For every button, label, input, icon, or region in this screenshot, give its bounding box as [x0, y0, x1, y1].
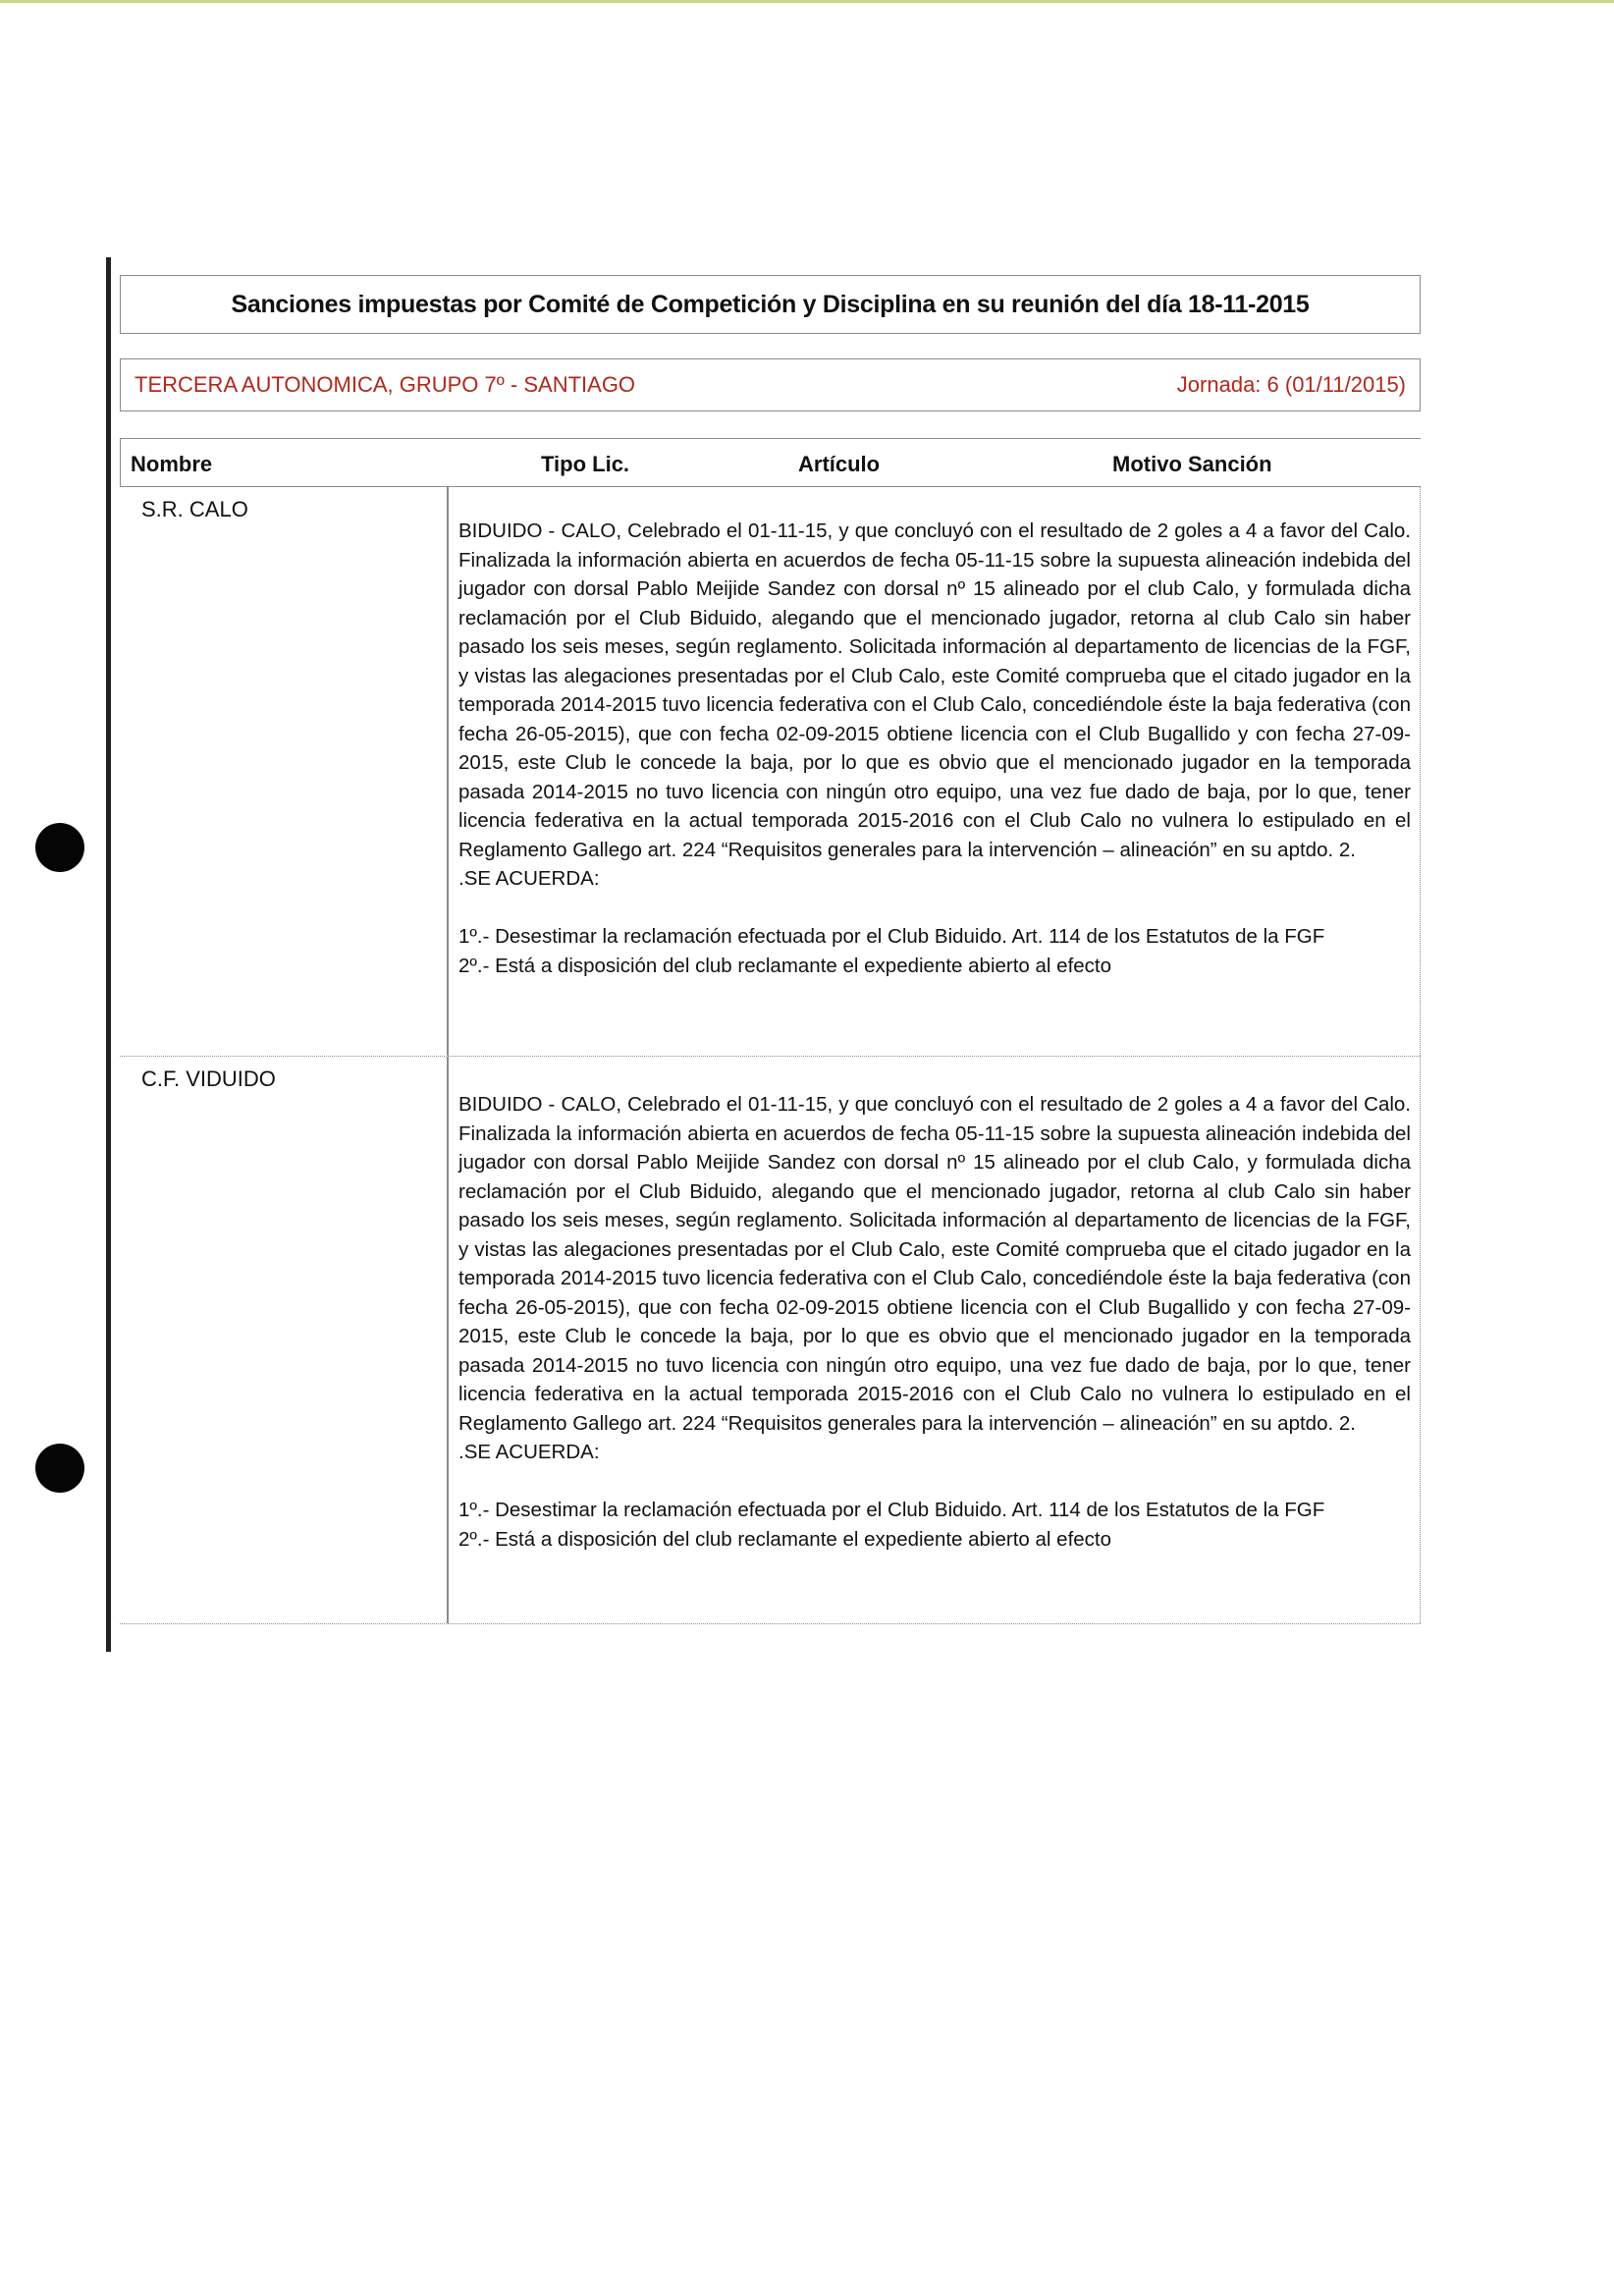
motivo-sancion [458, 1090, 1411, 1554]
resolution-point-2: 2º.- Está a disposición del club reclamante el expediente abierto al efecto [458, 954, 1112, 977]
resolution-point-2: 2º.- Está a disposición del club reclamante el expediente abierto al efecto [458, 1527, 1112, 1551]
punch-hole-upper [35, 823, 84, 872]
motivo-sancion [458, 517, 1411, 980]
acuerda-label: .SE ACUERDA: [458, 1441, 600, 1463]
title-box [120, 275, 1421, 334]
competition-box [120, 358, 1421, 411]
column-header-tipo-lic: Tipo Lic. [541, 452, 630, 476]
resolution-point-1: 1º.- Desestimar la reclamación efectuada por el Club Biduido. Art. 114 de los Estatutos de la FGF [458, 1499, 1325, 1521]
jornada-label: Jornada: 6 (01/11/2015) [1176, 372, 1406, 397]
resolution-point-1: 1º.- Desestimar la reclamación efectuada por el Club Biduido. Art. 114 de los Estatutos de la FGF [458, 925, 1325, 948]
column-header-nombre: Nombre [131, 452, 213, 476]
row-right-edge [1420, 1057, 1421, 1623]
punch-hole-lower [35, 1444, 84, 1493]
table-header [120, 438, 1421, 487]
table-row [120, 1057, 1421, 1624]
acuerda-label: .SE ACUERDA: [458, 867, 600, 890]
row-right-edge [1420, 487, 1421, 1056]
table-row [120, 487, 1421, 1057]
page-top-edge [0, 0, 1614, 3]
motivo-text: BIDUIDO - CALO, Celebrado el 01-11-15, y que concluyó con el resultado de 2 goles a 4 a favor del Calo. Finalizada la información abierta en acuerdos de fecha 05-11-15 sobre la supuesta alineación indebida del jugador con dorsal Pablo Meijide Sandez con dorsal nº 15 alineado por el club Calo, y formulada dicha reclamación por el Club Biduido, alegando que el mencionado jugador, retorna al club Calo sin haber pasado los seis meses, según reglamento. Solicitada información al departamento de licencias de la FGF, y vistas las alegaciones presentadas por el Club Calo, este Comité comprueba que el citado jugador en la temporada 2014-2015 tuvo licencia federativa con el Club Calo, concediéndole éste la baja federativa (con fecha 26-05-2015), que con fecha 02-09-2015 obtiene licencia con el Club Bugallido y con fecha 27-09-2015, este Club le concede la baja, por lo que es obvio que el mencionado jugador en la temporada pasada 2014-2015 no tuvo licencia con ningún otro equipo, una vez fue dado de baja, por lo que, tener licencia federativa en la actual temporada 2015-2016 con el Club Calo no vulnera lo estipulado en el Reglamento Gallego art. 224 “Requisitos generales para la intervención – alineación” en su aptdo. 2. [458, 1093, 1411, 1435]
column-divider [447, 487, 449, 1056]
column-header-articulo: Artículo [798, 452, 881, 476]
club-name: C.F. VIDUIDO [141, 1066, 276, 1091]
column-divider [447, 1057, 449, 1623]
page-title: Sanciones impuestas por Comité de Competición y Disciplina en su reunión del día 18-11-2015 [231, 290, 1310, 318]
column-header-motivo: Motivo Sanción [1112, 452, 1272, 476]
competition-name: TERCERA AUTONOMICA, GRUPO 7º - SANTIAGO [134, 372, 636, 397]
motivo-text: BIDUIDO - CALO, Celebrado el 01-11-15, y que concluyó con el resultado de 2 goles a 4 a favor del Calo. Finalizada la información abierta en acuerdos de fecha 05-11-15 sobre la supuesta alineación indebida del jugador con dorsal Pablo Meijide Sandez con dorsal nº 15 alineado por el club Calo, y formulada dicha reclamación por el Club Biduido, alegando que el mencionado jugador, retorna al club Calo sin haber pasado los seis meses, según reglamento. Solicitada información al departamento de licencias de la FGF, y vistas las alegaciones presentadas por el Club Calo, este Comité comprueba que el citado jugador en la temporada 2014-2015 tuvo licencia federativa con el Club Calo, concediéndole éste la baja federativa (con fecha 26-05-2015), que con fecha 02-09-2015 obtiene licencia con el Club Bugallido y con fecha 27-09-2015, este Club le concede la baja, por lo que es obvio que el mencionado jugador en la temporada pasada 2014-2015 no tuvo licencia con ningún otro equipo, una vez fue dado de baja, por lo que, tener licencia federativa en la actual temporada 2015-2016 con el Club Calo no vulnera lo estipulado en el Reglamento Gallego art. 224 “Requisitos generales para la intervención – alineación” en su aptdo. 2. [458, 519, 1411, 861]
binding-margin-bar [106, 257, 111, 1652]
club-name: S.R. CALO [141, 497, 248, 521]
